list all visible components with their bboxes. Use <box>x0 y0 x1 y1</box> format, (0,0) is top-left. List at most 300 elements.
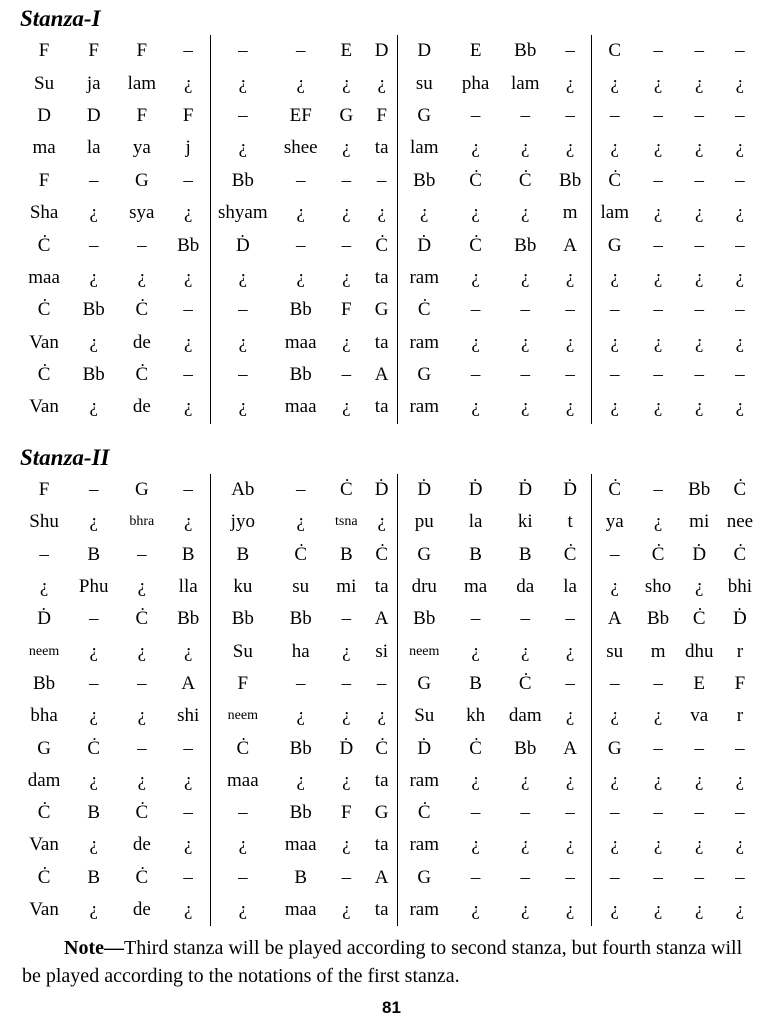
syllable-cell: ¿ <box>653 396 663 418</box>
note-cell: – <box>295 40 306 62</box>
syllable-cell: ¿ <box>89 834 98 856</box>
note-cell: G <box>417 104 432 126</box>
note-cell: – <box>137 672 147 694</box>
note-cell: – <box>137 737 147 759</box>
notes-row <box>18 165 760 197</box>
syllable-cell: ¿ <box>694 202 704 224</box>
note-cell: G <box>134 479 149 501</box>
syllable-cell: ¿ <box>89 202 98 224</box>
note-cell: Ḋ <box>468 479 483 501</box>
syllable-cell: ¿ <box>735 72 745 94</box>
syllable-cell: jyo <box>230 511 255 533</box>
syllable-cell: ¿ <box>342 705 351 727</box>
syllable-cell: ku <box>233 576 253 598</box>
note-cell: Bb <box>289 608 312 630</box>
note-cell: – <box>470 364 481 386</box>
syllable-cell: Su <box>232 640 253 662</box>
lyrics-row <box>18 894 760 926</box>
syllable-cell: ta <box>366 894 398 926</box>
note-cell: – <box>735 40 745 62</box>
syllable-cell: va <box>690 705 709 727</box>
syllable-cell: ¿ <box>549 829 591 861</box>
note-cell: Ḋ <box>339 737 354 759</box>
note-cell: Bb <box>289 737 312 759</box>
syllable-cell: sho <box>644 576 672 598</box>
syllable-cell: ¿ <box>694 266 704 288</box>
syllable-cell: ¿ <box>735 202 745 224</box>
syllable-cell: kh <box>466 705 486 727</box>
syllable-cell: ¿ <box>89 640 98 662</box>
note-cell: Ḋ <box>37 608 51 630</box>
syllable-cell: ¿ <box>39 576 49 598</box>
note-cell: – <box>609 364 620 386</box>
syllable-cell: ¿ <box>238 72 248 94</box>
note-cell: – <box>735 866 745 888</box>
syllable-cell: neem <box>409 643 440 659</box>
syllable-cell: dru <box>411 576 437 598</box>
note-cell: Ċ <box>518 672 532 694</box>
note-cell: Ċ <box>339 479 353 501</box>
lyrics-row <box>18 765 760 797</box>
note-cell: – <box>166 165 210 197</box>
syllable-cell: Van <box>29 331 59 353</box>
note-cell: Ċ <box>733 543 747 565</box>
lyrics-row <box>18 197 760 229</box>
note-cell: Ċ <box>135 802 149 824</box>
syllable-cell: pha <box>461 72 490 94</box>
note-cell: Ċ <box>733 479 747 501</box>
syllable-cell: ¿ <box>89 266 98 288</box>
syllable-cell: ¿ <box>694 769 704 791</box>
note-cell: B <box>469 543 482 565</box>
note-cell: – <box>341 234 352 256</box>
note-cell: – <box>341 866 352 888</box>
note-cell: Ċ <box>366 732 398 764</box>
note-cell: – <box>470 802 481 824</box>
syllable-cell: de <box>132 899 151 920</box>
syllable-cell: ¿ <box>735 137 745 159</box>
syllable-cell: da <box>516 576 535 598</box>
stanza-2-title: Stanza-II <box>20 445 110 470</box>
note-cell: F <box>341 299 352 321</box>
note-cell: B <box>87 543 101 565</box>
syllable-cell: ¿ <box>366 197 398 229</box>
syllable-cell: ¿ <box>342 640 351 662</box>
syllable-cell: ¿ <box>549 327 591 359</box>
notes-row <box>18 100 760 132</box>
note-cell: Ċ <box>37 802 51 824</box>
note-cell: B <box>339 543 353 565</box>
page-number: 81 <box>382 998 401 1017</box>
note-cell: – <box>238 40 248 62</box>
syllable-cell: Su <box>414 705 435 727</box>
syllable-cell: ¿ <box>521 834 530 856</box>
syllable-cell: ¿ <box>238 834 248 856</box>
note-cell: E <box>340 40 353 62</box>
note-cell: Bb <box>166 603 210 635</box>
syllable-cell: ma <box>32 137 56 159</box>
lyrics-row <box>18 829 760 861</box>
syllable-cell: ¿ <box>296 266 305 288</box>
syllable-cell: ¿ <box>549 765 591 797</box>
note-cell: B <box>87 802 101 824</box>
syllable-cell: ram <box>409 266 440 288</box>
syllable-cell: ¿ <box>342 266 351 288</box>
syllable-cell: ¿ <box>342 834 351 856</box>
syllable-cell: ¿ <box>296 769 305 791</box>
note-cell: G <box>417 866 432 888</box>
syllable-cell: ¿ <box>549 700 591 732</box>
syllable-cell: sya <box>129 202 155 224</box>
note-cell: – <box>694 104 704 126</box>
note-cell: G <box>607 737 622 759</box>
note-cell: – <box>694 737 704 759</box>
note-cell: Ab <box>231 479 255 501</box>
note-cell: Ċ <box>87 737 101 759</box>
syllable-cell: Su <box>34 72 55 94</box>
note-cell: Bb <box>514 234 537 256</box>
lyrics-row <box>18 506 760 538</box>
note-cell: – <box>653 234 663 256</box>
note-cell: Bb <box>289 364 312 386</box>
syllable-cell: ¿ <box>471 769 480 791</box>
syllable-cell: de <box>132 331 151 353</box>
syllable-cell: bha <box>30 705 58 727</box>
syllable-cell: maa <box>28 266 60 288</box>
note-cell: F <box>136 104 148 126</box>
syllable-cell: ¿ <box>89 705 98 727</box>
note-cell: Ċ <box>651 543 665 565</box>
stanza-2-rows <box>18 474 760 926</box>
note-cell: Ċ <box>608 169 622 191</box>
note-cell: G <box>417 672 432 694</box>
note-cell: Bb <box>413 169 436 191</box>
syllable-cell: lam <box>410 137 439 159</box>
note-cell: G <box>134 169 149 191</box>
syllable-cell: Van <box>29 899 59 920</box>
note-cell: – <box>137 543 147 565</box>
note-cell: – <box>520 364 531 386</box>
syllable-cell: lla <box>166 571 210 603</box>
note-cell: Ċ <box>37 866 51 888</box>
syllable-cell: maa <box>284 834 317 856</box>
syllable-cell: ¿ <box>610 705 619 727</box>
syllable-cell: ¿ <box>610 266 619 288</box>
syllable-cell: ¿ <box>653 899 663 920</box>
stanza-1-notation-table <box>18 35 760 424</box>
note-cell: – <box>166 359 210 391</box>
syllable-cell: ¿ <box>610 576 619 598</box>
syllable-cell: ¿ <box>521 137 530 159</box>
syllable-cell: ¿ <box>166 197 210 229</box>
syllable-cell: ¿ <box>549 391 591 423</box>
notes-row <box>18 229 760 261</box>
syllable-cell: ¿ <box>694 137 704 159</box>
note-cell: – <box>470 299 481 321</box>
note-cell: A <box>366 359 398 391</box>
syllable-cell: neem <box>227 708 258 724</box>
syllable-cell: ¿ <box>137 266 147 288</box>
syllable-cell: la <box>86 137 101 159</box>
syllable-cell: ki <box>517 511 533 533</box>
note-cell: – <box>238 802 248 824</box>
syllable-cell: ¿ <box>521 266 530 288</box>
syllable-cell: ¿ <box>521 331 530 353</box>
note-cell: F <box>341 802 352 824</box>
note-label: Note— <box>64 937 124 959</box>
note-cell: – <box>238 364 248 386</box>
note-cell: Ċ <box>518 169 532 191</box>
note-cell: Ċ <box>417 299 431 321</box>
syllable-cell: ¿ <box>166 829 210 861</box>
syllable-cell: ¿ <box>653 769 663 791</box>
note-cell: F <box>366 100 398 132</box>
note-cell: – <box>653 299 663 321</box>
syllable-cell: ram <box>409 331 440 353</box>
note-cell: – <box>238 866 248 888</box>
notes-row <box>18 668 760 700</box>
syllable-cell: ya <box>605 511 624 533</box>
syllable-cell: pu <box>414 511 434 533</box>
syllable-cell: ram <box>409 769 440 791</box>
note-cell: F <box>38 40 50 62</box>
syllable-cell: ¿ <box>238 396 248 418</box>
notes-row <box>18 603 760 635</box>
syllable-cell: mi <box>336 576 357 598</box>
syllable-cell: ¿ <box>549 67 591 99</box>
note-cell: – <box>295 479 306 501</box>
syllable-cell: ¿ <box>342 899 351 920</box>
syllable-cell: ¿ <box>471 834 480 856</box>
note-cell: – <box>653 737 663 759</box>
note-cell: Ḋ <box>417 234 432 256</box>
note-cell: Ċ <box>469 737 482 759</box>
note-cell: Ċ <box>417 802 431 824</box>
note-cell: Ċ <box>135 299 149 321</box>
note-cell: – <box>694 866 704 888</box>
note-cell: – <box>735 104 745 126</box>
syllable-cell: ¿ <box>694 834 704 856</box>
syllable-cell: ¿ <box>549 894 591 926</box>
note-cell: G <box>37 737 51 759</box>
syllable-cell: ¿ <box>342 331 351 353</box>
syllable-cell: ¿ <box>296 202 305 224</box>
note-cell: – <box>735 299 745 321</box>
syllable-cell: ¿ <box>735 331 745 353</box>
note-cell: – <box>470 104 481 126</box>
syllable-cell: ¿ <box>89 769 98 791</box>
note-cell: – <box>549 603 591 635</box>
syllable-cell: ¿ <box>296 72 305 94</box>
syllable-cell: ¿ <box>342 396 351 418</box>
note-cell: Bb <box>688 479 711 501</box>
note-cell: Ḋ <box>733 608 747 630</box>
syllable-cell: ¿ <box>549 635 591 667</box>
syllable-cell: ¿ <box>610 137 619 159</box>
syllable-cell: Phu <box>78 576 109 598</box>
note-cell: – <box>341 169 352 191</box>
note-cell: B <box>87 866 101 888</box>
note-cell: – <box>653 40 663 62</box>
note-cell: G <box>366 797 398 829</box>
note-cell: – <box>470 866 481 888</box>
note-cell: – <box>549 862 591 894</box>
note-cell: Bb <box>32 672 56 694</box>
note-cell: E <box>693 672 706 694</box>
note-cell: Ċ <box>608 479 622 501</box>
note-cell: D <box>37 104 51 126</box>
note-cell: – <box>88 608 99 630</box>
note-cell: Bb <box>647 608 670 630</box>
syllable-cell: ¿ <box>342 137 351 159</box>
syllable-cell: ¿ <box>549 262 591 294</box>
syllable-cell: ¿ <box>653 72 663 94</box>
note-cell: Ċ <box>366 539 398 571</box>
syllable-cell: ¿ <box>694 72 704 94</box>
note-cell: – <box>470 608 481 630</box>
note-cell: – <box>549 294 591 326</box>
note-cell: Ċ <box>37 299 51 321</box>
note-cell: Ċ <box>135 866 149 888</box>
note-cell: Bb <box>231 608 254 630</box>
note-cell: F <box>237 672 249 694</box>
note-cell: Bb <box>289 299 312 321</box>
syllable-cell: ¿ <box>735 266 745 288</box>
syllable-cell: ¿ <box>735 899 745 920</box>
syllable-cell: neem <box>28 643 60 659</box>
notes-row <box>18 359 760 391</box>
syllable-cell: Shu <box>29 511 59 533</box>
syllable-cell: ¿ <box>549 132 591 164</box>
syllable-cell: ¿ <box>694 899 704 920</box>
note-cell: – <box>341 608 352 630</box>
note-cell: – <box>520 608 531 630</box>
lyrics-row <box>18 571 760 603</box>
note-cell: – <box>549 797 591 829</box>
syllable-cell: ta <box>366 262 398 294</box>
syllable-cell: ¿ <box>471 331 480 353</box>
note-cell: A <box>549 732 591 764</box>
syllable-cell: ta <box>366 132 398 164</box>
syllable-cell: ¿ <box>137 769 147 791</box>
note-cell: – <box>88 672 99 694</box>
note-cell: – <box>520 866 531 888</box>
note-cell: – <box>166 35 210 67</box>
note-cell: – <box>549 100 591 132</box>
syllable-cell: ¿ <box>653 511 663 533</box>
note-cell: – <box>520 299 531 321</box>
note-cell: G <box>607 234 622 256</box>
syllable-cell: dam <box>508 705 542 727</box>
notes-row <box>18 35 760 67</box>
syllable-cell: nee <box>726 511 754 533</box>
syllable-cell: lam <box>127 72 157 94</box>
syllable-cell: maa <box>284 331 317 353</box>
syllable-cell: ¿ <box>521 202 530 224</box>
note-cell: – <box>520 104 531 126</box>
note-cell: Ḋ <box>518 479 533 501</box>
note-cell: – <box>735 737 745 759</box>
syllable-cell: ¿ <box>471 202 480 224</box>
syllable-cell: ¿ <box>238 899 248 920</box>
note-cell: E <box>469 40 482 62</box>
note-cell: – <box>653 866 663 888</box>
note-text: Third stanza will be played according to second stanza, but fourth stanza will be played according to the notations of the first stanza. <box>22 937 743 987</box>
note-cell: Ḋ <box>235 234 250 256</box>
lyrics-row <box>18 635 760 667</box>
note-cell: – <box>735 802 745 824</box>
syllable-cell: ta <box>366 829 398 861</box>
note-cell: Ḋ <box>549 474 591 506</box>
note-cell: Ċ <box>469 169 482 191</box>
syllable-cell: ¿ <box>521 640 530 662</box>
syllable-cell: ¿ <box>610 396 619 418</box>
syllable-cell: ¿ <box>471 137 480 159</box>
syllable-cell: ¿ <box>296 705 305 727</box>
note-cell: C <box>608 40 622 62</box>
note-cell: G <box>339 104 354 126</box>
note-cell: – <box>88 234 99 256</box>
syllable-cell: shee <box>283 137 318 159</box>
note-cell: A <box>366 862 398 894</box>
syllable-cell: ¿ <box>610 72 619 94</box>
note-cell: Bb <box>289 802 312 824</box>
note-cell: – <box>694 234 704 256</box>
note-cell: Bb <box>82 299 105 321</box>
syllable-cell: ¿ <box>366 67 398 99</box>
notes-row <box>18 474 760 506</box>
note-cell: – <box>735 234 745 256</box>
note-cell: F <box>166 100 210 132</box>
syllable-cell: bhra <box>129 514 155 530</box>
syllable-cell: ¿ <box>166 506 210 538</box>
syllable-cell: ¿ <box>89 511 98 533</box>
note-cell: Ḋ <box>692 543 707 565</box>
note-cell: – <box>137 234 147 256</box>
note-cell: – <box>166 732 210 764</box>
note-cell: Ḋ <box>366 474 398 506</box>
syllable-cell: ha <box>291 640 310 662</box>
note-cell: A <box>549 229 591 261</box>
syllable-cell: ¿ <box>166 327 210 359</box>
syllable-cell: ¿ <box>653 331 663 353</box>
syllable-cell: ¿ <box>166 894 210 926</box>
syllable-cell: la <box>549 571 591 603</box>
syllable-cell: ¿ <box>342 202 351 224</box>
note-cell: – <box>166 294 210 326</box>
syllable-cell: de <box>132 834 151 856</box>
syllable-cell: si <box>366 635 398 667</box>
notes-row <box>18 862 760 894</box>
note-cell: – <box>735 169 745 191</box>
lyrics-row <box>18 132 760 164</box>
syllable-cell: ¿ <box>694 396 704 418</box>
note-cell: Ċ <box>549 539 591 571</box>
syllable-cell: m <box>549 197 591 229</box>
syllable-cell: ¿ <box>137 705 147 727</box>
syllable-cell: su <box>292 576 310 598</box>
note-cell: – <box>609 104 620 126</box>
note-cell: Ċ <box>294 543 308 565</box>
note-cell: – <box>735 364 745 386</box>
syllable-cell: lam <box>600 202 629 224</box>
syllable-cell: la <box>468 511 483 533</box>
note-cell: Ċ <box>37 364 51 386</box>
syllable-cell: de <box>132 396 151 418</box>
syllable-cell: ¿ <box>238 266 248 288</box>
note-cell: – <box>653 169 663 191</box>
note-cell: B <box>166 539 210 571</box>
